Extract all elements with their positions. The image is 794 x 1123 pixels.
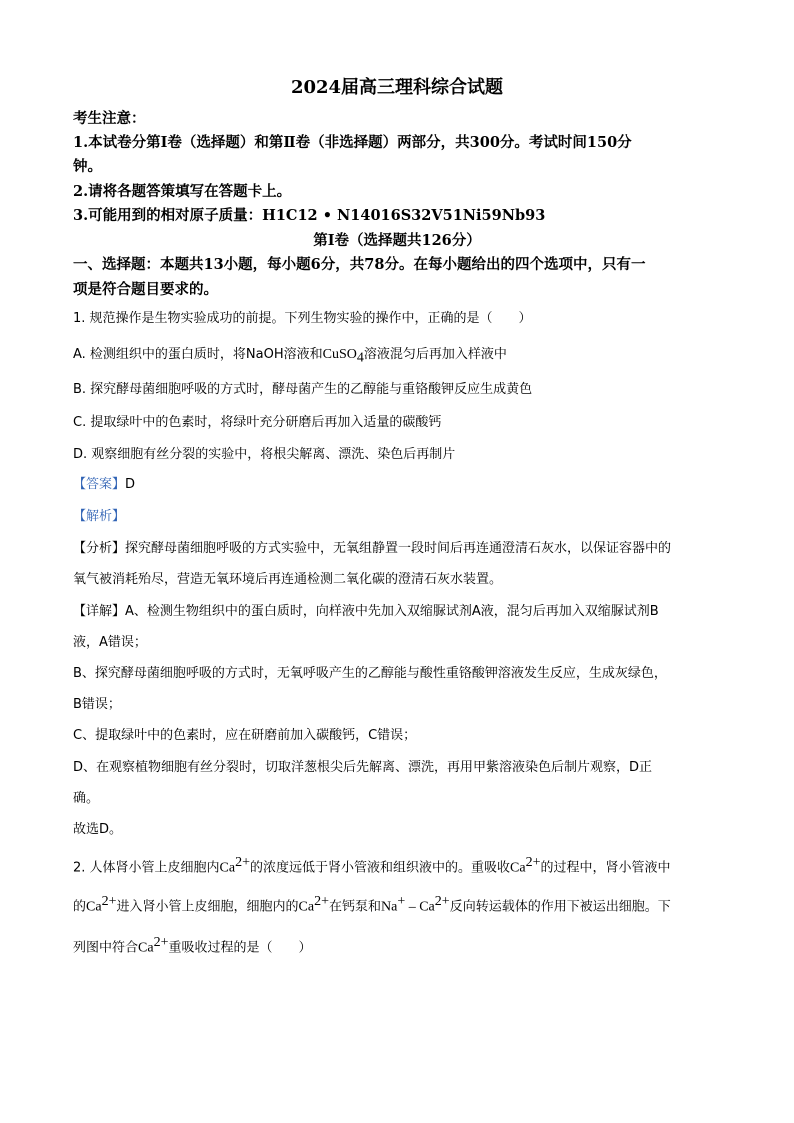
section-intro-line-2: 项是符合题目要求的。 <box>73 281 218 298</box>
q1-option-a <box>73 343 507 367</box>
ca-ion: Ca <box>219 860 236 876</box>
notice-heading: 考生注意： <box>73 110 146 127</box>
q1-option-a-subscript: 4 <box>356 350 364 366</box>
q2-line-2 <box>73 894 671 915</box>
ca-ion: Ca <box>419 899 435 915</box>
fenxi-text-1: 探究酵母菌细胞呼吸的方式实验中，无氧组静置一段时间后再连通澄清石灰水，以保证容器中的 <box>125 541 672 556</box>
q1-answer <box>73 473 135 492</box>
ca-charge: 2+ <box>314 894 329 909</box>
ca-ion: Ca <box>510 860 526 876</box>
ca-charge: 2+ <box>434 894 450 909</box>
detail-a-text-1: A、检测生物组织中的蛋白质时，向样液中先加入双缩脲试剂A液，混匀后再加入双缩脲试剂B <box>125 604 659 619</box>
detail-c: C、提取绿叶中的色素时，应在研磨前加入碳酸钙，C错误； <box>73 728 417 743</box>
q2-line-1 <box>73 855 671 876</box>
notice-item-2: 2.请将各题答策填写在答题卡上。 <box>73 183 292 200</box>
detail-a-line-2: 液，A错误； <box>73 635 147 650</box>
dash: – <box>405 899 420 915</box>
answer-value: D <box>125 477 136 492</box>
notice-item-3: 3.可能用到的相对原子质量：H1C12 • N14016S32V51Ni59Nb93 <box>73 207 546 224</box>
q2-text: 在钙泵和 <box>328 899 381 915</box>
fenxi-label: 【分析】 <box>73 541 126 556</box>
q2-line-3 <box>73 935 312 956</box>
ca-charge: 2+ <box>153 935 169 950</box>
q2-text: 列图中符合 <box>73 940 139 956</box>
ca-charge: 2+ <box>525 855 541 870</box>
detail-d-line-2: 确。 <box>73 791 100 806</box>
q2-text: 进入肾小管上皮细胞，细胞内的 <box>116 899 299 915</box>
q2-text: 2. 人体肾小管上皮细胞内 <box>73 860 220 876</box>
answer-label: 【答案】 <box>73 477 126 492</box>
ca-ion: Ca <box>138 940 154 956</box>
q1-conclusion: 故选D。 <box>73 822 123 837</box>
fenxi-line-1 <box>73 537 671 556</box>
detail-b-line-1: B、探究酵母菌细胞呼吸的方式时，无氧呼吸产生的乙醇能与酸性重铬酸钾溶液发生反应，生成灰绿色， <box>73 666 667 681</box>
notice-item-1-line-1: 1.本试卷分第Ⅰ卷（选择题）和第Ⅱ卷（非选择题）两部分，共300分。考试时间150分 <box>73 134 632 151</box>
q2-text: 的 <box>73 899 87 915</box>
q2-text: 重吸收过程的是（ ） <box>168 940 312 956</box>
ca-charge: 2+ <box>101 894 117 909</box>
notice-item-1-line-2: 钟。 <box>73 158 102 175</box>
q1-option-a-suffix: 溶液混匀后再加入样液中 <box>363 347 507 362</box>
ca-charge: 2+ <box>235 855 251 870</box>
fenxi-line-2: 氧气被消耗殆尽，营造无氧环境后再连通检测二氧化碳的澄清石灰水装置。 <box>73 572 503 587</box>
detail-d-line-1: D、在观察植物细胞有丝分裂时，切取洋葱根尖后先解离、漂洗，再用甲紫溶液染色后制片观察，D正 <box>73 760 653 775</box>
ca-ion: Ca <box>298 899 315 915</box>
section-intro-line-1: 一、选择题：本题共13小题，每小题6分，共78分。在每小题给出的四个选项中，只有一 <box>73 256 646 273</box>
q1-stem: 1. 规范操作是生物实验成功的前提。下列生物实验的操作中，正确的是（ ） <box>73 311 532 326</box>
na-charge: + <box>397 894 406 909</box>
q1-option-a-formula: CuSO <box>322 347 357 362</box>
q2-text: 的过程中，肾小管液中 <box>540 860 671 876</box>
q2-text: 反向转运载体的作用下被运出细胞。下 <box>449 899 671 915</box>
na-ion: Na <box>380 899 398 915</box>
detail-b-line-2: B错误； <box>73 697 121 712</box>
q2-text: 的浓度远低于肾小管液和组织液中的。重吸收 <box>250 860 511 876</box>
q1-option-b: B. 探究酵母菌细胞呼吸的方式时，酵母菌产生的乙醇能与重铬酸钾反应生成黄色 <box>73 382 533 397</box>
q1-option-a-prefix: A. 检测组织中的蛋白质时，将NaOH溶液和 <box>73 347 323 362</box>
q1-option-c: C. 提取绿叶中的色素时，将绿叶充分研磨后再加入适量的碳酸钙 <box>73 415 442 430</box>
q1-option-d: D. 观察细胞有丝分裂的实验中，将根尖解离、漂洗、染色后再制片 <box>73 447 456 462</box>
analysis-label: 【解析】 <box>73 509 126 524</box>
page-title: 2024届高三理科综合试题 <box>290 77 504 98</box>
xiangjie-label: 【详解】 <box>73 604 126 619</box>
section-title: 第Ⅰ卷（选择题共126分） <box>313 232 481 249</box>
detail-a-line-1 <box>73 600 659 619</box>
ca-ion: Ca <box>86 899 102 915</box>
